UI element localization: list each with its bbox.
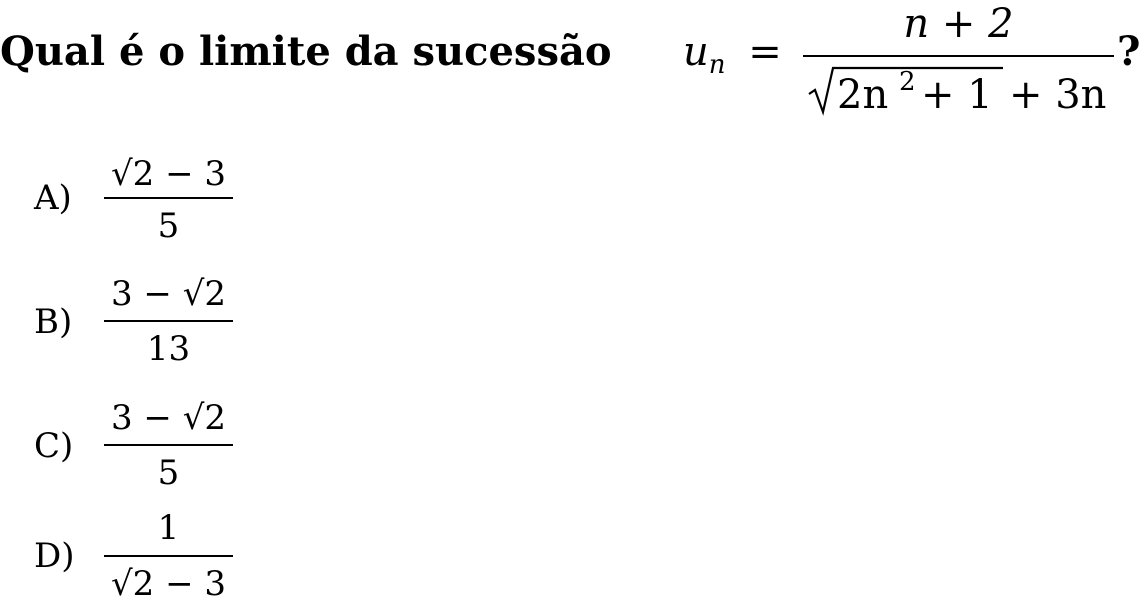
sequence-denominator: [803, 64, 1114, 116]
option-numerator: 3 − √2: [110, 274, 227, 314]
fraction-bar: [104, 444, 233, 446]
option-numerator: √2 − 3: [110, 154, 227, 194]
option-label: A): [34, 178, 72, 218]
option-label: C): [34, 426, 74, 466]
sequence-variable: u: [683, 29, 709, 75]
option-a[interactable]: [0, 150, 260, 250]
option-label: D): [34, 536, 75, 576]
option-denominator: √2 − 3: [110, 564, 227, 604]
fraction-bar: [104, 320, 233, 322]
option-denominator: 5: [157, 453, 180, 493]
question-mark: ?: [1117, 28, 1141, 75]
sequence-subscript: n: [708, 50, 726, 80]
fraction-bar: [104, 197, 233, 199]
fraction-bar: [803, 55, 1114, 57]
option-c[interactable]: [0, 394, 260, 494]
sequence-term: [683, 28, 782, 89]
radicand-term: 2n: [837, 72, 889, 118]
option-denominator: 5: [157, 206, 180, 246]
option-denominator: 13: [146, 329, 191, 369]
option-numerator: 3 − √2: [110, 398, 227, 438]
equals-sign: =: [748, 29, 782, 75]
option-d[interactable]: [0, 508, 260, 608]
radicand-constant: + 1: [921, 72, 993, 118]
option-b[interactable]: [0, 270, 260, 370]
denominator-tail: + 3n: [1009, 72, 1107, 118]
option-label: B): [34, 302, 73, 342]
denominator-expression: [803, 64, 1114, 120]
option-numerator: 1: [157, 508, 180, 548]
exponent: 2: [899, 67, 916, 97]
sequence-numerator: [803, 0, 1114, 48]
numerator-expression: n + 2: [903, 1, 1014, 47]
question-text: Qual é o limite da sucessão: [0, 28, 612, 75]
fraction-bar: [104, 555, 233, 557]
question: [0, 0, 1145, 120]
